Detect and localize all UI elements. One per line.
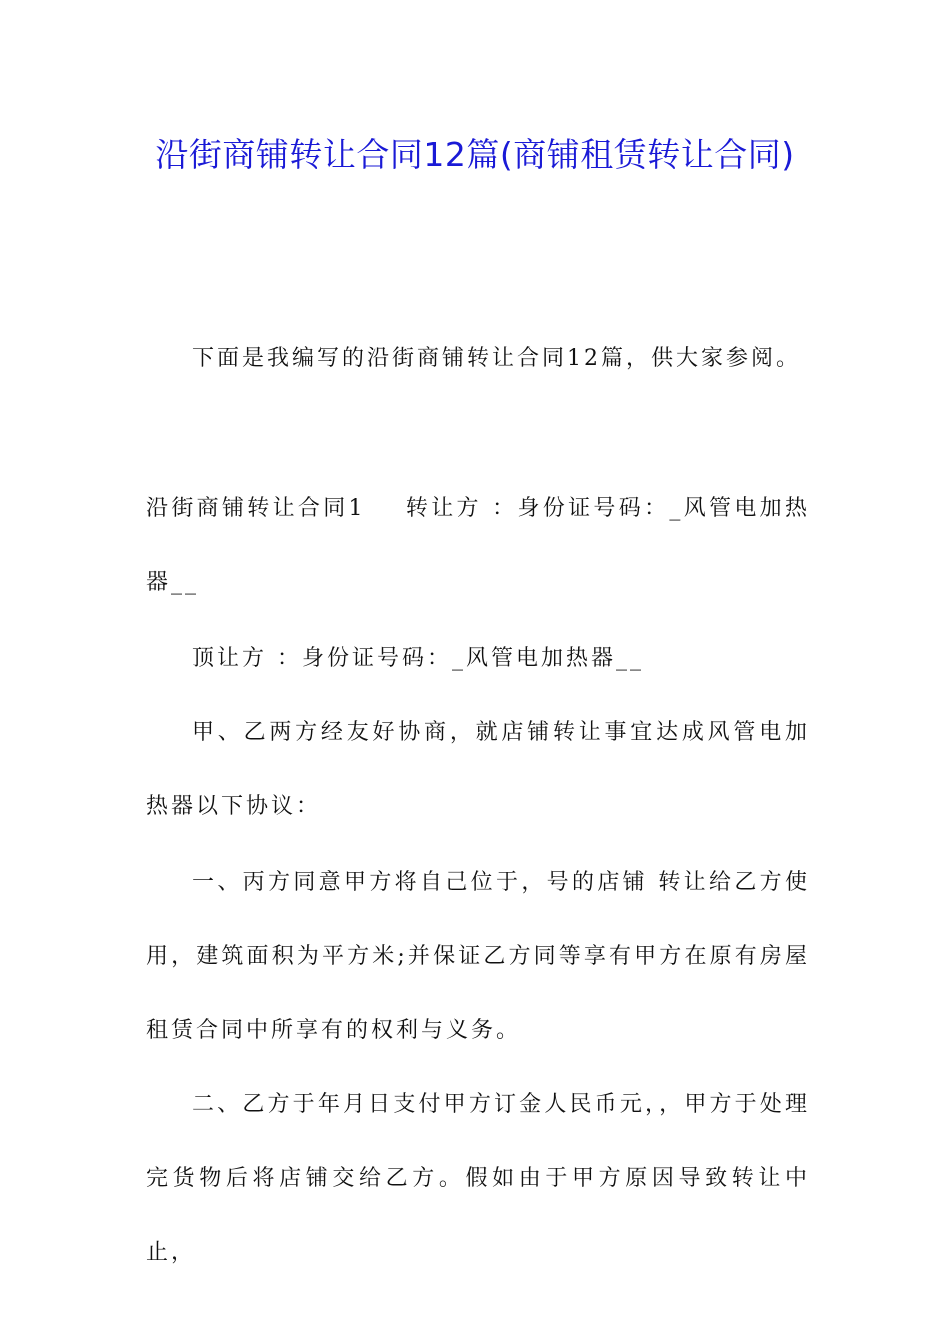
- transferee-line: 顶让方 ：身份证号码：_风管电加热器__: [192, 646, 644, 671]
- section-heading: 沿街商铺转让合同1: [146, 496, 366, 521]
- clause-one-paragraph: 一、丙方同意甲方将自己位于，号的店铺 转让给乙方使用，建筑面积为平方米;并保证乙方同等享有甲方在原有房屋租赁合同中所享有的权利与义务。: [146, 870, 810, 1043]
- clause-two-paragraph: 二、乙方于年月日支付甲方订金人民币元，，甲方于处理完货物后将店铺交给乙方。假如由于甲方原因导致转让中止，: [146, 1092, 810, 1265]
- section-first-paragraph: [146, 472, 810, 620]
- body-paragraph: 甲、乙两方经友好协商，就店铺转让事宜达成风管电加热器以下协议：: [146, 720, 810, 819]
- transferor-line: 转让方 ：身份证号码：_风管电加热器__: [146, 496, 810, 595]
- intro-paragraph: 下面是我编写的沿街商铺转让合同12篇，供大家参阅。: [192, 346, 801, 371]
- document-title: 沿街商铺转让合同12篇(商铺租赁转让合同): [155, 135, 795, 174]
